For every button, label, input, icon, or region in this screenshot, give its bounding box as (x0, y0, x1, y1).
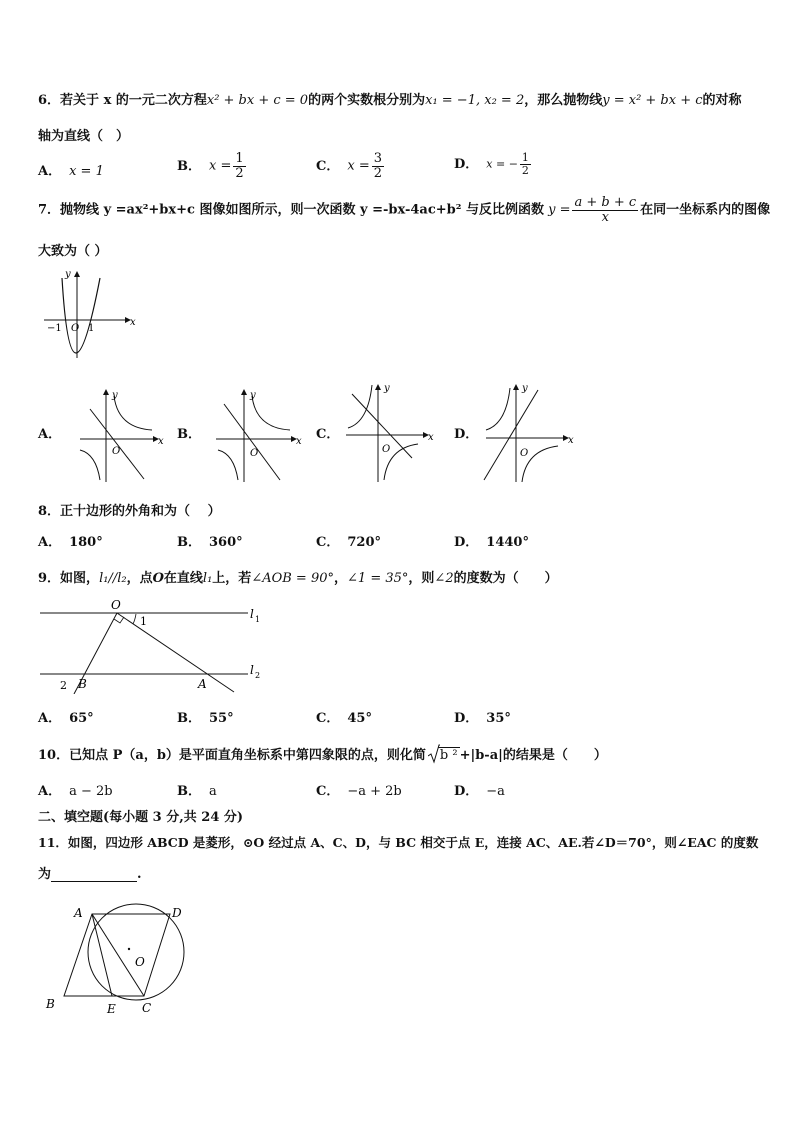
question-8-text: 8．正十边形的外角和为（ ） (38, 504, 221, 519)
svg-text:O: O (135, 955, 145, 969)
line-graph (484, 390, 538, 480)
q9-option-a[interactable]: A． 65° (38, 711, 94, 726)
svg-text:y: y (112, 390, 118, 401)
svg-text:1: 1 (255, 615, 261, 624)
line-graph (224, 404, 280, 480)
q7-option-d-graph[interactable] (482, 380, 578, 484)
question-7-line2: 大致为（ ） (38, 244, 108, 259)
q6-option-a[interactable]: A． x = 1 (38, 164, 104, 179)
svg-text:x: x (296, 436, 302, 447)
q8-option-c[interactable]: C． 720° (316, 535, 381, 550)
svg-text:1: 1 (140, 615, 147, 628)
center-point (128, 948, 130, 950)
q6-option-d[interactable]: D． x = − $\frac{1}{2}$ (454, 151, 529, 177)
q6-option-b[interactable]: B． x = $\frac{1}{2}$ (177, 151, 244, 181)
parabola-curve (62, 278, 100, 353)
svg-text:x: x (428, 432, 434, 443)
rhombus-abcd (64, 914, 170, 996)
sqrt-sign-icon (428, 744, 440, 764)
svg-text:A: A (74, 906, 83, 920)
q7-option-c[interactable]: C． (316, 427, 340, 442)
svg-text:x: x (568, 435, 574, 446)
svg-text:y: y (250, 390, 256, 401)
svg-text:l: l (250, 663, 254, 677)
section-2-heading: 二、填空题(每小题 3 分,共 24 分) (38, 810, 244, 825)
q9-option-d[interactable]: D． 35° (454, 711, 511, 726)
svg-text:l: l (250, 607, 254, 621)
q7-option-b[interactable]: B． (177, 427, 201, 442)
q7-option-a[interactable]: A． (38, 427, 62, 442)
right-angle-mark (114, 617, 124, 623)
q7-option-c-graph[interactable] (344, 380, 440, 484)
question-8-number: 8． (38, 504, 61, 519)
question-7-line1: 7．抛物线 y =ax²+bx+c 图像如图所示，则一次函数 y =-bx-4ac+b² 与反比例函数 y = $\frac{a + b + c}{x}$ 在同一坐标系内的图像 (38, 195, 771, 225)
circle-o (88, 904, 184, 1000)
q6-roots: x₁ = −1, x₂ = 2 (425, 93, 525, 108)
hyperbola-branch (114, 396, 152, 430)
question-9-text: 9．如图，l₁//l₂，点O在直线l₁上，若∠AOB = 90°，∠1 = 35°，则∠2的度数为（ ） (38, 571, 558, 586)
question-7-number: 7． (38, 202, 61, 218)
q8-option-d[interactable]: D． 1440° (454, 535, 529, 550)
question-11-number: 11． (38, 835, 68, 850)
svg-text:1: 1 (88, 323, 95, 334)
question-9-number: 9． (38, 571, 61, 586)
q7-option-a-graph[interactable] (72, 384, 168, 484)
svg-text:B: B (78, 677, 87, 691)
question-6-line1: 6．若关于 x 的一元二次方程x² + bx + c = 0的两个实数根分别为x₁ = −1, x₂ = 2，那么抛物线y = x² + bx + c的对称 (38, 93, 742, 108)
angle-1-arc (133, 614, 136, 624)
answer-blank[interactable] (51, 867, 137, 882)
hyperbola-branch (80, 450, 100, 480)
svg-text:y: y (65, 269, 71, 280)
q10-option-d[interactable]: D． −a (454, 784, 505, 799)
svg-text:O: O (111, 598, 121, 612)
svg-text:x: x (130, 317, 136, 328)
svg-text:D: D (172, 906, 182, 920)
q9-option-b[interactable]: B． 55° (177, 711, 234, 726)
segment-ae (92, 914, 112, 996)
svg-text:y: y (384, 383, 390, 394)
svg-text:y: y (522, 383, 528, 394)
svg-text:O: O (112, 446, 121, 457)
q8-option-b[interactable]: B． 360° (177, 535, 243, 550)
svg-text:O: O (250, 448, 259, 459)
hyperbola-branch (252, 396, 290, 430)
hyperbola-branch (348, 385, 372, 428)
q7-option-b-graph[interactable] (210, 384, 306, 484)
svg-text:E: E (107, 1002, 116, 1016)
q6-equation: x² + bx + c = 0 (206, 93, 309, 108)
question-11-line2: 为 . (38, 867, 142, 882)
svg-text:C: C (142, 1001, 152, 1015)
svg-text:−1: −1 (47, 323, 62, 334)
q7-parabola-figure (40, 268, 140, 362)
svg-text:O: O (520, 448, 529, 459)
line-graph (90, 409, 144, 479)
q9-option-c[interactable]: C． 45° (316, 711, 372, 726)
svg-text:B: B (46, 997, 55, 1011)
svg-text:2: 2 (255, 671, 261, 680)
q10-option-a[interactable]: A． a − 2b (38, 784, 113, 799)
q8-option-a[interactable]: A． 180° (38, 535, 103, 550)
question-11-line1: 11．如图，四边形 ABCD 是菱形，⊙O 经过点 A、C、D，与 BC 相交于点 E，连接 AC、AE.若∠D＝70°，则∠EAC 的度数 (38, 835, 759, 850)
q11-rhombus-circle-figure (40, 900, 200, 1022)
svg-text:x: x (158, 436, 164, 447)
svg-text:O: O (382, 444, 391, 455)
q10-option-c[interactable]: C． −a + 2b (316, 784, 402, 799)
q9-parallel-lines-figure (40, 598, 270, 694)
question-6-number: 6． (38, 93, 61, 108)
segment-oa (117, 613, 234, 692)
svg-text:O: O (71, 323, 80, 334)
question-6-line2: 轴为直线（ ） (38, 129, 130, 144)
question-10-text: 10．已知点 P（a，b）是平面直角坐标系中第四象限的点，则化简 b ² +|b-a|的结果是（ ） (38, 744, 607, 763)
sqrt-expression: b ² (428, 748, 460, 763)
hyperbola-branch (486, 388, 510, 430)
q6-option-c[interactable]: C． x = $\frac{3}{2}$ (316, 151, 382, 181)
svg-text:A: A (198, 677, 207, 691)
q7-option-d[interactable]: D． (454, 427, 479, 442)
hyperbola-branch (218, 450, 238, 480)
question-10-number: 10． (38, 748, 70, 763)
svg-text:2: 2 (60, 679, 67, 692)
q6-parabola: y = x² + bx + c (602, 93, 703, 108)
q10-option-b[interactable]: B． a (177, 784, 217, 799)
